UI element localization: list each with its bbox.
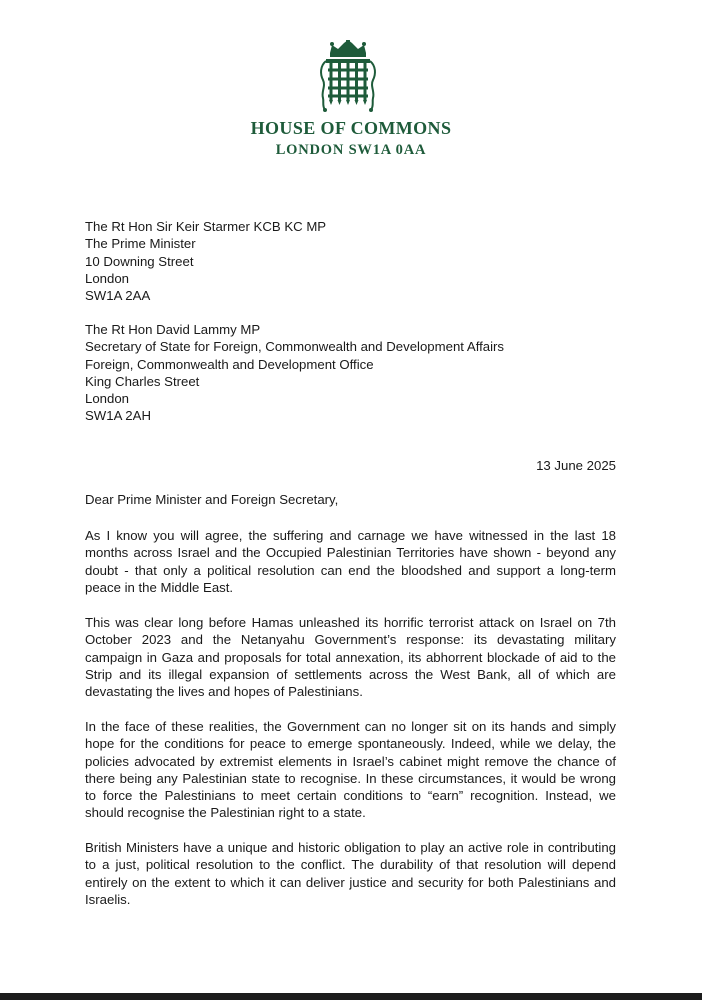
address-line: 10 Downing Street <box>85 253 194 269</box>
letterhead-address: LONDON SW1A 0AA <box>275 142 427 158</box>
recipient-address-prime-minister <box>85 218 326 304</box>
recipient-address-foreign-secretary <box>85 321 504 425</box>
letterhead-name: HOUSE OF COMMONS <box>250 118 452 138</box>
address-line: The Rt Hon David Lammy MP <box>85 322 261 337</box>
body-paragraph: In the face of these realities, the Government can no longer sit on its hands and simply hope for the conditions for peace to emerge spontaneously. Indeed, while we delay, the policies advocated by extremist elements in Israel’s cabinet might remove the chance of there being any Palestinian state to recognise. In these circumstances, it would be wrong to force the Palestinians to meet certain conditions to “earn” recognition. Instead, we should recognise the Palestinian right to a state. <box>85 719 616 821</box>
address-line: Foreign, Commonwealth and Development Office <box>85 356 374 372</box>
address-line: SW1A 2AH <box>85 408 151 424</box>
bottom-edge-bar <box>0 993 702 1000</box>
address-line: King Charles Street <box>85 373 200 389</box>
salutation: Dear Prime Minister and Foreign Secretary, <box>85 492 339 507</box>
portcullis-icon <box>317 40 379 112</box>
address-line: The Prime Minister <box>85 236 196 252</box>
body-paragraph: British Ministers have a unique and historic obligation to play an active role in contributing to a just, political resolution to the conflict. The durability of that resolution will depend entirely on the extent to which it can deliver justice and security for both Palestinians and Israelis. <box>85 840 616 907</box>
letter-date: 13 June 2025 <box>536 458 616 473</box>
address-line: Secretary of State for Foreign, Commonwealth and Development Affairs <box>85 339 505 355</box>
address-line: SW1A 2AA <box>85 288 151 304</box>
address-line: London <box>85 270 130 286</box>
address-line: The Rt Hon Sir Keir Starmer KCB KC MP <box>85 219 327 234</box>
body-paragraph: As I know you will agree, the suffering and carnage we have witnessed in the last 18 months across Israel and the Occupied Palestinian Territories have shown - beyond any doubt - that only a political resolution can end the bloodshed and support a long-term peace in the Middle East. <box>85 528 616 595</box>
body-paragraph: This was clear long before Hamas unleashed its horrific terrorist attack on Israel on 7th October 2023 and the Netanyahu Government’s response: its devastating military campaign in Gaza and proposals for total annexation, its abhorrent blockade of aid to the Strip and its illegal expansion of settlements across the West Bank, all of which are devastating the lives and hopes of Palestinians. <box>85 615 616 700</box>
address-line: London <box>85 391 130 407</box>
